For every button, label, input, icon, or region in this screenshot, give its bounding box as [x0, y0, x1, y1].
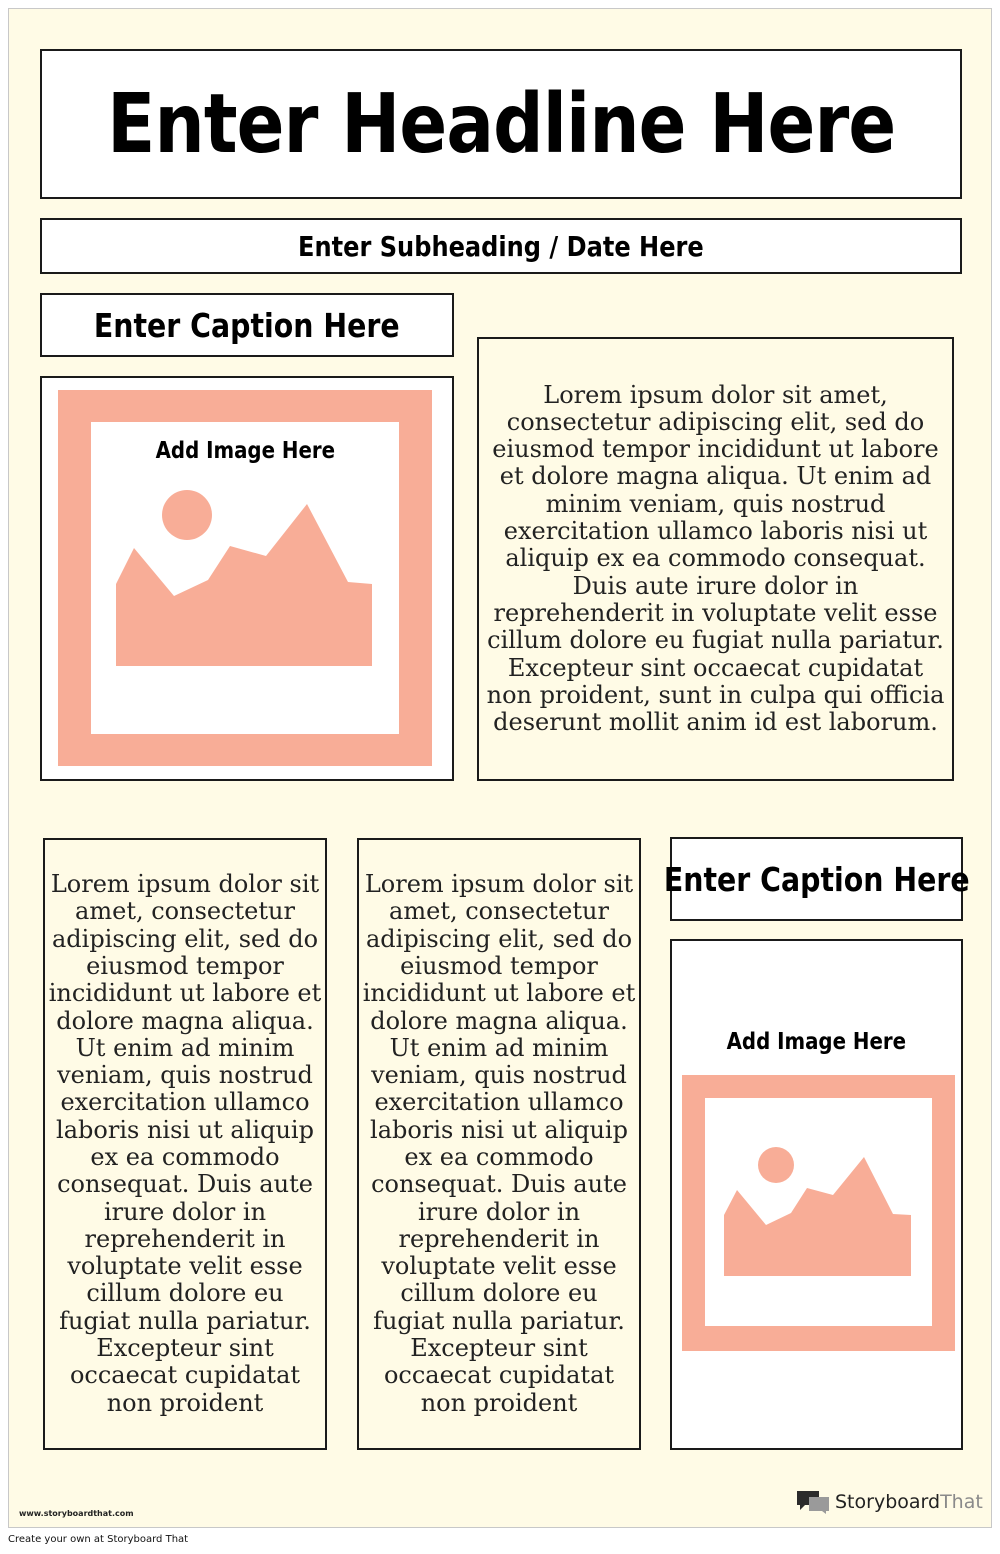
subheading-box[interactable] [40, 218, 962, 274]
caption-text-1: Enter Caption Here [94, 305, 400, 345]
brand-url[interactable]: www.storyboardthat.com [19, 1509, 134, 1518]
image-frame-1[interactable] [40, 376, 454, 781]
headline-box[interactable] [40, 49, 962, 199]
image-placeholder-icon [116, 490, 374, 668]
headline-text: Enter Headline Here [106, 76, 896, 172]
subheading-text: Enter Subheading / Date Here [298, 229, 704, 263]
storyboardthat-logo[interactable] [795, 1489, 983, 1515]
footer-credit[interactable]: Create your own at Storyboard That [8, 1534, 189, 1545]
caption-box-1[interactable] [40, 293, 454, 357]
logo-wordmark: StoryboardThat [835, 1491, 983, 1513]
text-block-3-body: Lorem ipsum dolor sit amet, consectetur adipiscing elit, sed do eiusmod tempor incididunt ut labore et dolore magna aliqua. Ut enim ad minim veniam, quis nostrud exercitation ullamco laboris nisi ut aliquip ex ea commodo consequat. Duis aute irure dolor in reprehenderit in voluptate velit esse cillum dolore eu fugiat nulla pariatur. Excepteur sint occaecat cupidatat non proident [362, 870, 636, 1417]
text-block-2[interactable] [43, 838, 327, 1450]
image-placeholder-1[interactable] [58, 390, 432, 766]
text-block-1-body: Lorem ipsum dolor sit amet, consectetur adipiscing elit, sed do eiusmod tempor incididunt ut labore et dolore magna aliqua. Ut enim ad minim veniam, quis nostrud exercitation ullamco laboris nisi ut aliquip ex ea commodo consequat. Duis aute irure dolor in reprehenderit in voluptate velit esse cillum dolore eu fugiat nulla pariatur. Excepteur sint occaecat cupidatat non proident, sunt in culpa qui officia deserunt mollit anim id est laborum. [486, 380, 945, 737]
caption-box-2[interactable] [663, 837, 970, 921]
add-image-label-1: Add Image Here [155, 438, 335, 464]
text-block-2-body: Lorem ipsum dolor sit amet, consectetur adipiscing elit, sed do eiusmod tempor incididunt ut labore et dolore magna aliqua. Ut enim ad minim veniam, quis nostrud exercitation ullamco laboris nisi ut aliquip ex ea commodo consequat. Duis aute irure dolor in reprehenderit in voluptate velit esse cillum dolore eu fugiat nulla pariatur. Excepteur sint occaecat cupidatat non proident [48, 870, 322, 1417]
newspaper-poster [8, 8, 992, 1528]
image-placeholder-icon [724, 1147, 912, 1277]
add-image-label-2: Add Image Here [726, 1029, 907, 1055]
image-placeholder-2[interactable] [682, 1075, 955, 1351]
storyboardthat-logo-icon [795, 1489, 831, 1515]
image-frame-2[interactable] [670, 939, 963, 1450]
text-block-1[interactable] [477, 337, 954, 781]
text-block-3[interactable] [357, 838, 641, 1450]
caption-text-2: Enter Caption Here [663, 859, 970, 899]
